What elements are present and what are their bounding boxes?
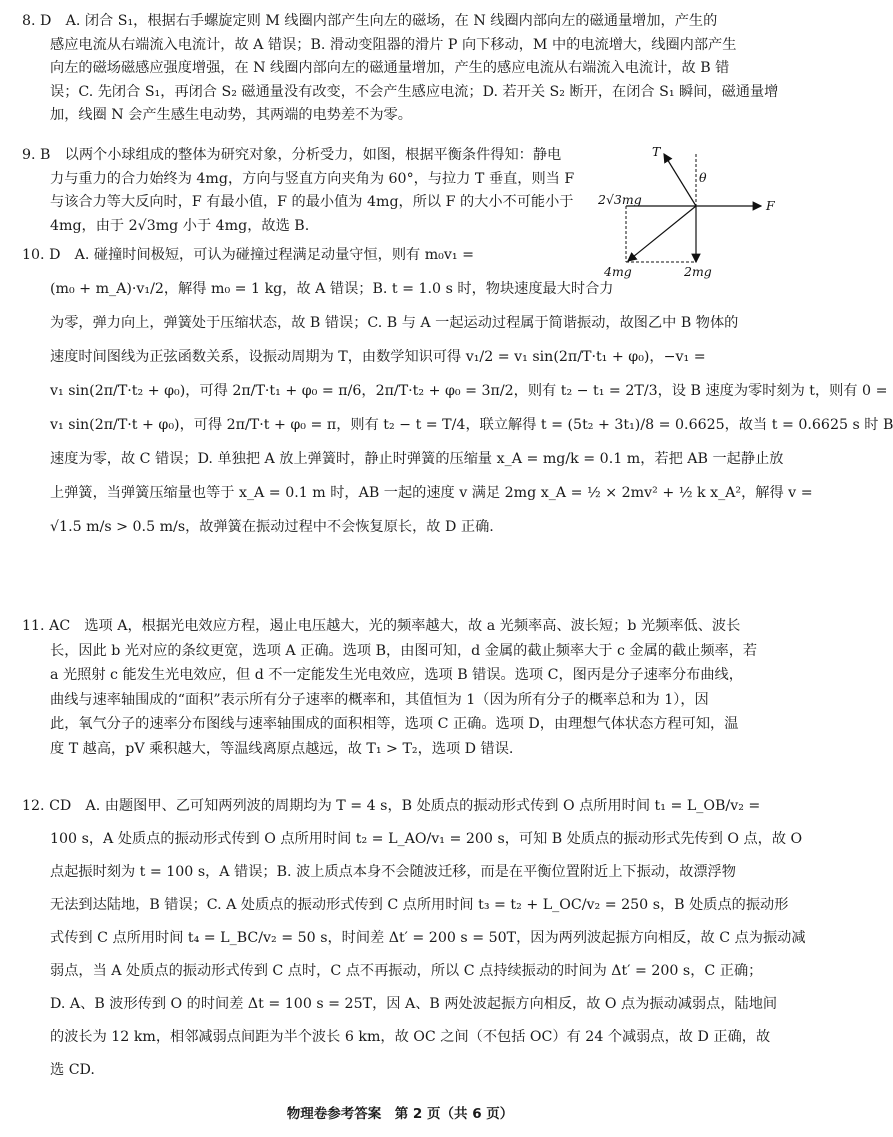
q11-line: 11. AC 选项 A，根据光电效应方程，遏止电压越大，光的频率越大，故 a 光频率高、波长短；b 光频率低、波长 (22, 618, 741, 634)
q12-line: 100 s，A 处质点的振动形式传到 O 点所用时间 t₂ = L_AO/v₁ = 200 s，可知 B 处质点的振动形式先传到 O 点，故 O (50, 831, 803, 847)
answer-q12 (22, 790, 806, 1087)
q8-line: 8. D A. 闭合 S₁，根据右手螺旋定则 M 线圈内部产生向左的磁场，在 N 线圈内部向左的磁通量增加，产生的 (22, 13, 718, 29)
q9-line: 4mg，由于 2√3mg 小于 4mg，故选 B. (50, 217, 310, 234)
q12-line: 的波长为 12 km，相邻减弱点间距为半个波长 6 km，故 OC 之间（不包括 OC）有 24 个减弱点，故 D 正确，故 (50, 1029, 771, 1045)
q8-line: 误；C. 先闭合 S₁，再闭合 S₂ 磁通量没有改变，不会产生感应电流；D. 若开关 S₂ 断开，在闭合 S₁ 瞬间，磁通量增 (50, 83, 779, 100)
q10-line: (m₀ + m_A)·v₁/2，解得 m₀ = 1 kg，故 A 错误；B. t = 1.0 s 时，物块速度最大时合力 (50, 281, 614, 297)
q10-line: 速度为零，故 C 错误；D. 单独把 A 放上弹簧时，静止时弹簧的压缩量 x_A = mg/k = 0.1 m，若把 AB 一起静止放 (50, 451, 784, 467)
q11-line: 曲线与速率轴围成的“面积”表示所有分子速率的概率和，其值恒为 1（因为所有分子的概率总和为 1），因 (50, 691, 709, 708)
q12-line: 点起振时刻为 t = 100 s，A 错误；B. 波上质点本身不会随波迁移，而是在平衡位置附近上下振动，故漂浮物 (50, 864, 736, 880)
q8-line: 向左的磁场磁感应强度增强，在 N 线圈内部向左的磁通量增加，产生的感应电流从右端流入电流计，故 B 错 (50, 60, 730, 76)
q10-line: v₁ sin(2π/T·t₂ + φ₀)，可得 2π/T·t₁ + φ₀ = π/6，2π/T·t₂ + φ₀ = 3π/2，则有 t₂ − t₁ = 2T/3，设 B 速度为零时刻为 t，则有 0 = (50, 383, 888, 399)
answer-q11 (22, 614, 774, 761)
q8-line: 加，线圈 N 会产生感生电动势，其两端的电势差不为零。 (50, 107, 412, 123)
answer-q9 (22, 144, 602, 238)
tension-arrow (664, 154, 696, 206)
q8-line: 感应电流从右端流入电流计，故 A 错误；B. 滑动变阻器的滑片 P 向下移动，M 中的电流增大，线圈内部产生 (50, 36, 737, 53)
q11-line: 度 T 越高，pV 乘积越大，等温线离原点越远，故 T₁ > T₂，选项 D 错误. (50, 740, 514, 757)
q11-line: a 光照射 c 能发生光电效应，但 d 不一定能发生光电效应，选项 B 错误。选项 C，图丙是分子速率分布曲线， (50, 667, 743, 683)
force-f-label: F (766, 198, 775, 213)
q10-line: 速度时间图线为正弦函数关系，设振动周期为 T，由数学知识可得 v₁/2 = v₁ sin(2π/T·t₁ + φ₀)，−v₁ = (50, 349, 706, 365)
resultant-label: 4mg (604, 264, 632, 279)
electric-force-label: 2√3mg (598, 192, 642, 207)
q12-line: 12. CD A. 由题图甲、乙可知两列波的周期均为 T = 4 s，B 处质点的振动形式传到 O 点所用时间 t₁ = L_OB/v₂ = (22, 798, 761, 814)
q10-line: v₁ sin(2π/T·t + φ₀)，可得 2π/T·t + φ₀ = π，则有 t₂ − t = T/4，联立解得 t = (5t₂ + 3t₁)/8 = 0.6625，故当 t = 0.6625 s 时 B (50, 417, 893, 433)
q12-line: 式传到 C 点所用时间 t₄ = L_BC/v₂ = 50 s，时间差 Δt′ = 200 s = 50T，因为两列波起振方向相反，故 C 点为振动减 (50, 930, 806, 946)
page-footer: 物理卷参考答案 第 2 页（共 6 页） (286, 1106, 514, 1122)
q9-line: 9. B 以两个小球组成的整体为研究对象，分析受力，如图，根据平衡条件得知：静电 (22, 147, 562, 163)
q12-line: 无法到达陆地，B 错误；C. A 处质点的振动形式传到 C 点所用时间 t₃ = t₂ + L_OC/v₂ = 250 s，B 处质点的振动形 (50, 897, 789, 913)
q10-line: 上弹簧，当弹簧压缩量也等于 x_A = 0.1 m 时，AB 一起的速度 v 满足 2mg x_A = ½ × 2mv² + ½ k x_A²，解得 v = (50, 485, 813, 501)
answer-q10 (22, 238, 893, 544)
q11-line: 长，因此 b 光对应的条纹更宽，选项 A 正确。选项 B，由图可知，d 金属的截止频率大于 c 金属的截止频率，若 (50, 642, 758, 659)
q12-line: 弱点，当 A 处质点的振动形式传到 C 点时，C 点不再振动，所以 C 点持续振动的时间为 Δt′ = 200 s，C 正确； (50, 963, 763, 979)
q11-line: 此，氧气分子的速率分布图线与速率轴围成的面积相等，选项 C 正确。选项 D，由理想气体状态方程可知，温 (50, 716, 739, 732)
q12-line: D. A、B 波形传到 O 的时间差 Δt = 100 s = 25T，因 A、B 两处波起振方向相反，故 O 点为振动减弱点，陆地间 (50, 996, 778, 1012)
q10-line: √1.5 m/s > 0.5 m/s，故弹簧在振动过程中不会恢复原长，故 D 正确. (50, 519, 494, 535)
q9-line: 力与重力的合力始终为 4mg，方向与竖直方向夹角为 60°，与拉力 T 垂直，则当 F (50, 170, 575, 187)
tension-label: T (652, 144, 661, 159)
q12-line: 选 CD. (50, 1062, 95, 1078)
q9-line: 与该合力等大反向时，F 有最小值，F 的最小值为 4mg，所以 F 的大小不可能小于 (50, 194, 574, 210)
theta-label: θ (699, 170, 707, 185)
gravity-label: 2mg (684, 264, 712, 279)
q10-line: 10. D A. 碰撞时间极短，可认为碰撞过程满足动量守恒，则有 m₀v₁ = (22, 247, 474, 263)
answer-q8 (22, 10, 779, 128)
q10-line: 为零，弹力向上，弹簧处于压缩状态，故 B 错误；C. B 与 A 一起运动过程属于简谐振动，故图乙中 B 物体的 (50, 315, 739, 331)
